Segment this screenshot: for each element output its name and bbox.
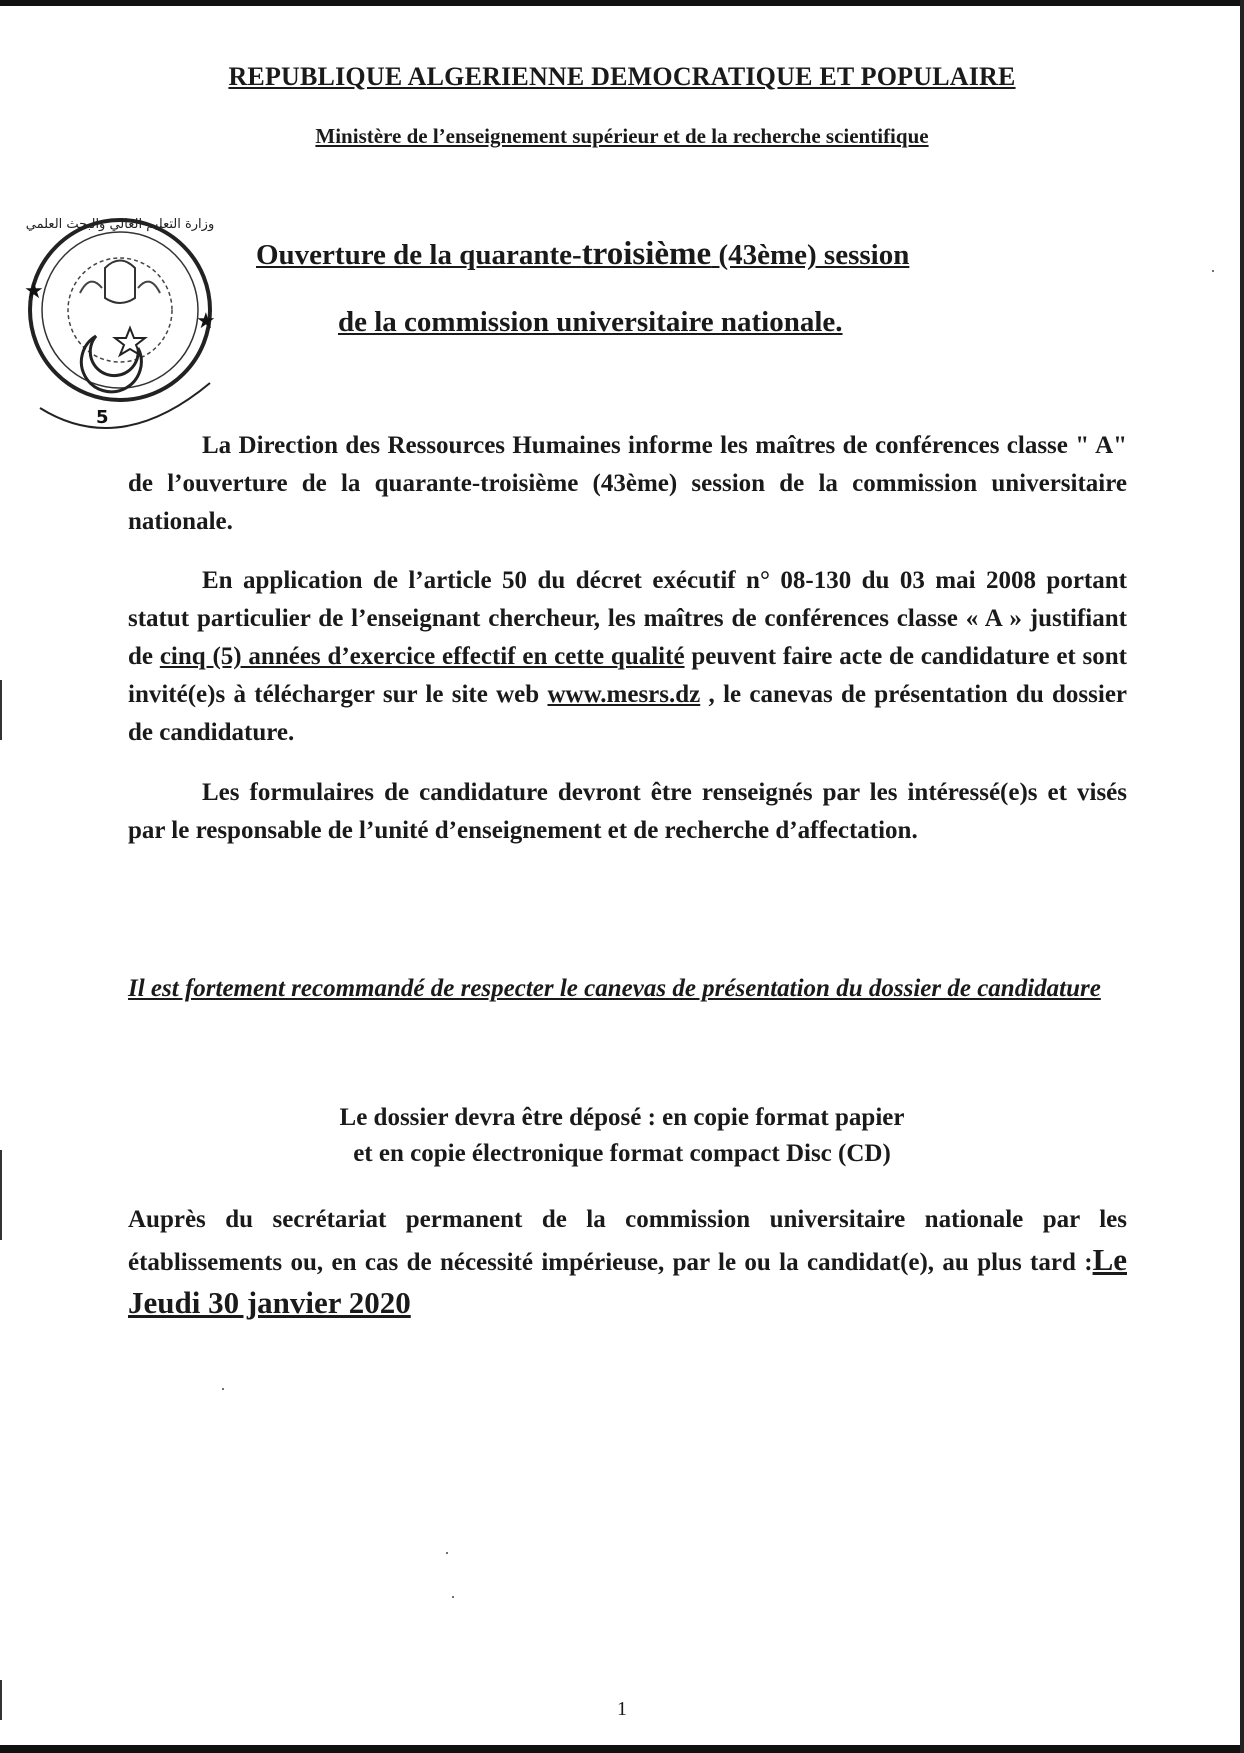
page-number: 1 — [617, 1698, 627, 1720]
deadline-date: Le Jeudi 30 janvier 2020 — [128, 1242, 1127, 1320]
paragraph-application: En application de l’article 50 du décret exécutif n° 08-130 du 03 mai 2008 portant statut particulier de l’enseignant chercheur, les maîtres de conférences classe « A » justifiant de cinq (5) années d’exercice effectif en cette qualité peuvent faire acte de candidature et sont invité(e)s à télécharger sur le site web www.mesrs.dz , le canevas de présentation du dossier de candidature. — [128, 567, 1128, 746]
scan-speck — [452, 1596, 454, 1598]
svg-text:وزارة التعليم العالي والبحث ال: وزارة التعليم العالي والبحث العلمي — [25, 217, 215, 232]
svg-text:5: 5 — [96, 407, 109, 428]
deposit-instructions — [0, 1100, 1244, 1172]
scan-mark-left — [0, 680, 2, 740]
scan-edge-bottom — [0, 1745, 1244, 1753]
scan-edge-top — [0, 0, 1244, 6]
paragraph-forms: Les formulaires de candidature devront être renseignés par les intéressé(e)s et visés par le responsable de l’unité d’enseignement et de recherche d’affectation. — [128, 779, 1127, 844]
republic-heading: REPUBLIQUE ALGERIENNE DEMOCRATIQUE ET POPULAIRE — [228, 62, 1016, 91]
ministry-seal — [10, 198, 242, 438]
svg-text:★: ★ — [24, 279, 44, 304]
title-line-1: Ouverture de la quarante-troisième (43ème) session — [256, 236, 910, 272]
scan-speck — [1212, 270, 1214, 272]
scan-edge-right — [1240, 0, 1244, 1753]
deadline-paragraph: Auprès du secrétariat permanent de la commission universitaire nationale par les établissements ou, en cas de nécessité impérieuse, par le ou la candidat(e), au plus tard :Le Jeudi 30 janvier 2020 — [128, 1206, 1127, 1320]
deposit-line-2: et en copie électronique format compact Disc (CD) — [353, 1140, 891, 1167]
website-link[interactable]: www.mesrs.dz — [547, 681, 701, 708]
svg-text:★: ★ — [196, 309, 216, 334]
recommendation-notice: Il est fortement recommandé de respecter le canevas de présentation du dossier de candidature — [128, 975, 1101, 1002]
scan-speck — [222, 1388, 224, 1390]
scan-speck — [446, 1552, 448, 1554]
seal-stamp-icon — [10, 198, 242, 438]
title-line-2: de la commission universitaire nationale. — [338, 306, 843, 338]
ministry-heading: Ministère de l’enseignement supérieur et de la recherche scientifique — [315, 124, 929, 148]
paragraph-information: La Direction des Ressources Humaines informe les maîtres de conférences classe " A" de l’ouverture de la quarante-troisième (43ème) session de la commission universitaire nationale. — [128, 432, 1127, 535]
deposit-line-1: Le dossier devra être déposé : en copie format papier — [339, 1104, 905, 1131]
